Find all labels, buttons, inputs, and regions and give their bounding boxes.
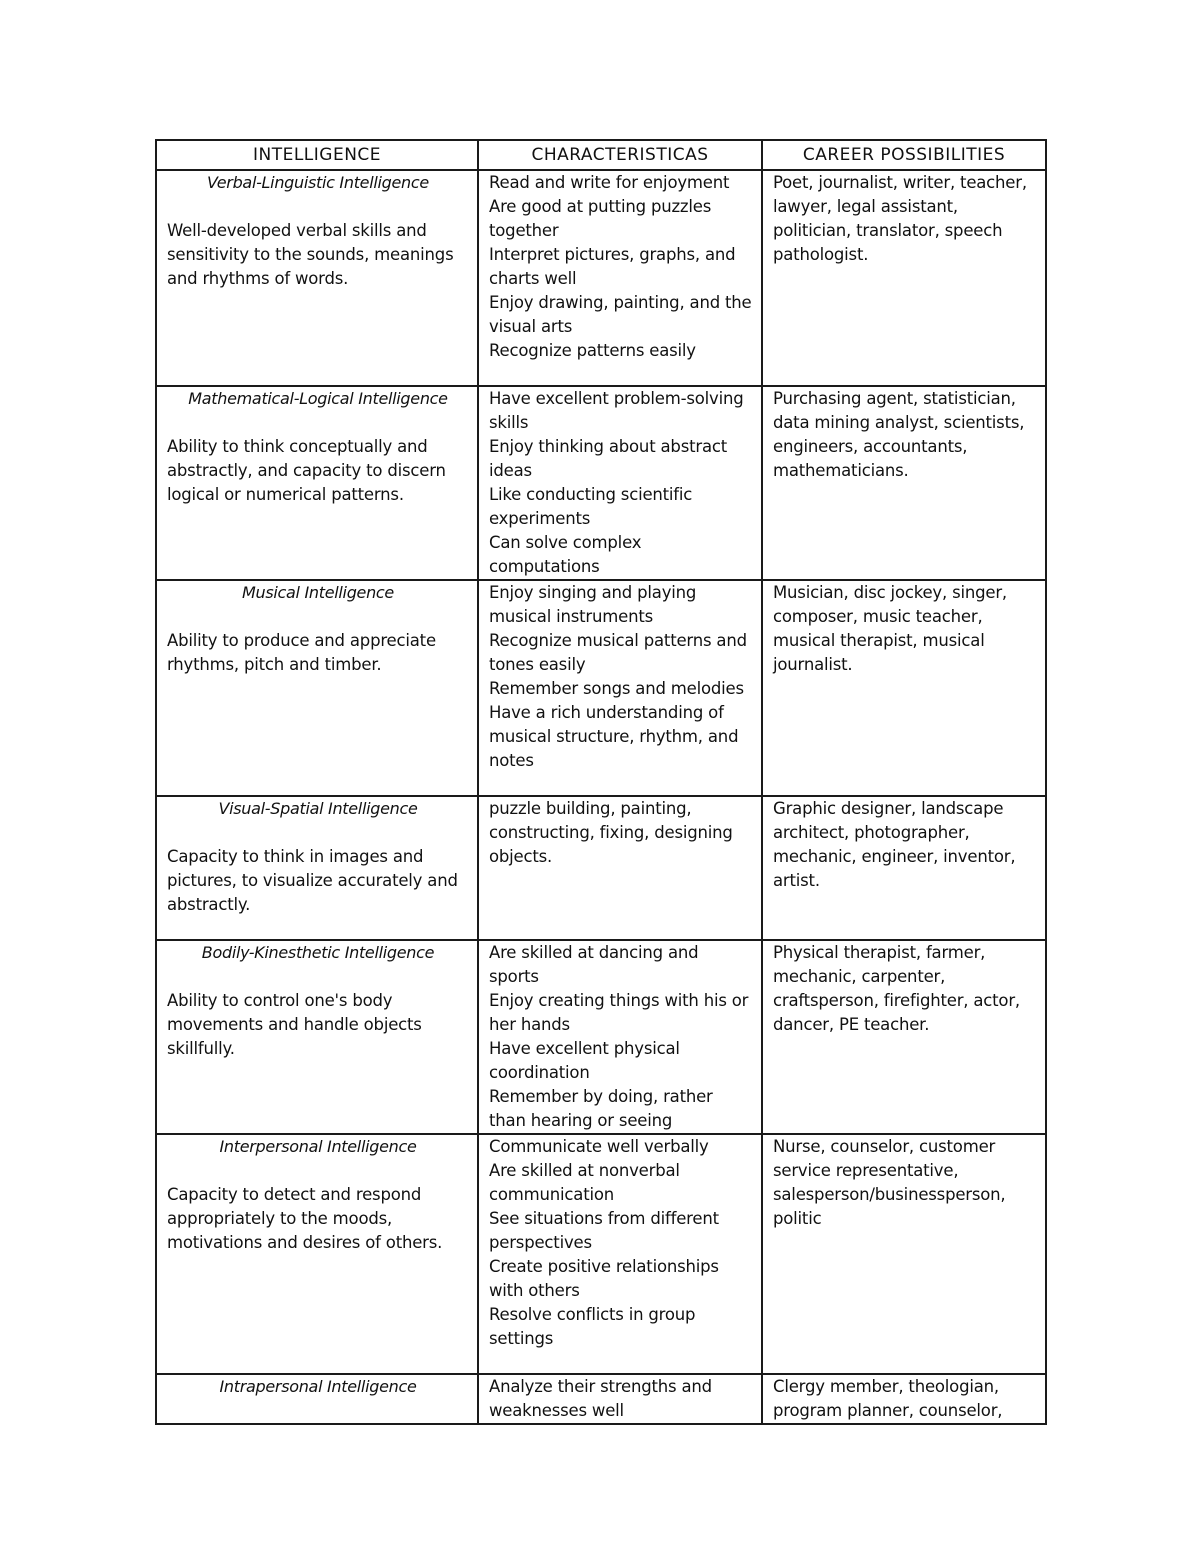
list-item: Recognize patterns easily bbox=[489, 341, 696, 360]
characteristics-cell bbox=[478, 170, 762, 386]
characteristics-cell bbox=[478, 796, 762, 940]
table-row bbox=[156, 170, 1046, 386]
spacer bbox=[167, 195, 469, 219]
header-row bbox=[156, 140, 1046, 170]
table-row bbox=[156, 1134, 1046, 1374]
intelligence-description: Ability to produce and appreciate rhythms, pitch and timber. bbox=[167, 631, 436, 674]
intelligence-name: Verbal-Linguistic Intelligence bbox=[207, 173, 429, 192]
intelligence-cell bbox=[156, 1374, 478, 1424]
list-item: Remember by doing, rather than hearing or seeing bbox=[489, 1087, 713, 1130]
characteristics-list bbox=[489, 387, 753, 579]
table-row bbox=[156, 796, 1046, 940]
characteristics-cell bbox=[478, 940, 762, 1134]
careers-cell bbox=[762, 170, 1046, 386]
list-item: Enjoy thinking about abstract ideas bbox=[489, 437, 727, 480]
careers-cell bbox=[762, 796, 1046, 940]
characteristics-list bbox=[489, 1375, 753, 1423]
characteristics-cell bbox=[478, 580, 762, 796]
list-item: puzzle building, painting, constructing, fixing, designing objects. bbox=[489, 799, 733, 866]
intelligence-cell bbox=[156, 170, 478, 386]
list-item: Analyze their strengths and weaknesses well bbox=[489, 1377, 712, 1420]
spacer bbox=[167, 605, 469, 629]
list-item: Communicate well verbally bbox=[489, 1137, 709, 1156]
career-text: Poet, journalist, writer, teacher, lawyer, legal assistant, politician, translator, speech pathologist. bbox=[773, 173, 1027, 264]
list-item: Enjoy drawing, painting, and the visual arts bbox=[489, 293, 752, 336]
intelligence-name: Visual-Spatial Intelligence bbox=[218, 799, 418, 818]
intelligence-description: Ability to control one's body movements and handle objects skillfully. bbox=[167, 991, 422, 1058]
careers-cell bbox=[762, 1374, 1046, 1424]
intelligence-name: Interpersonal Intelligence bbox=[219, 1137, 417, 1156]
spacer bbox=[167, 411, 469, 435]
intelligence-name: Intrapersonal Intelligence bbox=[219, 1377, 417, 1396]
intelligence-cell bbox=[156, 1134, 478, 1374]
characteristics-cell bbox=[478, 1374, 762, 1424]
career-text: Clergy member, theologian, program planner, counselor, bbox=[773, 1377, 1003, 1420]
list-item: Are good at putting puzzles together bbox=[489, 197, 712, 240]
table-row bbox=[156, 1374, 1046, 1424]
list-item: Enjoy creating things with his or her hands bbox=[489, 991, 749, 1034]
careers-cell bbox=[762, 1134, 1046, 1374]
header-career-possibilities: CAREER POSSIBILITIES bbox=[762, 140, 1046, 170]
list-item: Are skilled at dancing and sports bbox=[489, 943, 699, 986]
list-item: Interpret pictures, graphs, and charts well bbox=[489, 245, 736, 288]
characteristics-list bbox=[489, 941, 753, 1133]
intelligence-cell bbox=[156, 386, 478, 580]
header-characteristics: CHARACTERISTICAS bbox=[478, 140, 762, 170]
list-item: Have excellent problem-solving skills bbox=[489, 389, 744, 432]
table-row bbox=[156, 386, 1046, 580]
career-text: Nurse, counselor, customer service representative, salesperson/businessperson, politic bbox=[773, 1137, 1006, 1228]
list-item: Resolve conflicts in group settings bbox=[489, 1305, 696, 1348]
intelligence-name: Bodily-Kinesthetic Intelligence bbox=[201, 943, 435, 962]
list-item: Are skilled at nonverbal communication bbox=[489, 1161, 680, 1204]
list-item: Read and write for enjoyment bbox=[489, 173, 730, 192]
intelligence-name: Mathematical-Logical Intelligence bbox=[188, 389, 448, 408]
list-item: Have excellent physical coordination bbox=[489, 1039, 680, 1082]
career-text: Graphic designer, landscape architect, photographer, mechanic, engineer, inventor, artist. bbox=[773, 799, 1016, 890]
list-item: Enjoy singing and playing musical instruments bbox=[489, 583, 697, 626]
characteristics-list bbox=[489, 1135, 753, 1351]
careers-cell bbox=[762, 940, 1046, 1134]
list-item: Have a rich understanding of musical structure, rhythm, and notes bbox=[489, 703, 739, 770]
characteristics-list bbox=[489, 581, 753, 773]
table-row bbox=[156, 580, 1046, 796]
header-intelligence: INTELLIGENCE bbox=[156, 140, 478, 170]
careers-cell bbox=[762, 386, 1046, 580]
list-item: See situations from different perspectives bbox=[489, 1209, 719, 1252]
intelligence-name: Musical Intelligence bbox=[242, 583, 394, 602]
careers-cell bbox=[762, 580, 1046, 796]
intelligence-cell bbox=[156, 940, 478, 1134]
characteristics-cell bbox=[478, 1134, 762, 1374]
spacer bbox=[167, 1159, 469, 1183]
list-item: Create positive relationships with others bbox=[489, 1257, 719, 1300]
intelligence-description: Capacity to think in images and pictures, to visualize accurately and abstractly. bbox=[167, 847, 458, 914]
career-text: Musician, disc jockey, singer, composer, music teacher, musical therapist, musical journalist. bbox=[773, 583, 1007, 674]
characteristics-list bbox=[489, 171, 753, 363]
intelligence-cell bbox=[156, 580, 478, 796]
spacer bbox=[167, 821, 469, 845]
intelligence-description: Well-developed verbal skills and sensitivity to the sounds, meanings and rhythms of words. bbox=[167, 221, 454, 288]
list-item: Can solve complex computations bbox=[489, 533, 642, 576]
spacer bbox=[167, 965, 469, 989]
characteristics-cell bbox=[478, 386, 762, 580]
career-text: Purchasing agent, statistician, data mining analyst, scientists, engineers, accountants, mathematicians. bbox=[773, 389, 1025, 480]
intelligence-cell bbox=[156, 796, 478, 940]
intelligence-description: Ability to think conceptually and abstractly, and capacity to discern logical or numerical patterns. bbox=[167, 437, 446, 504]
table-row bbox=[156, 940, 1046, 1134]
list-item: Like conducting scientific experiments bbox=[489, 485, 693, 528]
multiple-intelligences-table bbox=[155, 139, 1047, 1425]
characteristics-list bbox=[489, 797, 753, 869]
intelligence-description: Capacity to detect and respond appropriately to the moods, motivations and desires of others. bbox=[167, 1185, 443, 1252]
list-item: Remember songs and melodies bbox=[489, 679, 744, 698]
career-text: Physical therapist, farmer, mechanic, carpenter, craftsperson, firefighter, actor, dancer, PE teacher. bbox=[773, 943, 1020, 1034]
list-item: Recognize musical patterns and tones easily bbox=[489, 631, 747, 674]
